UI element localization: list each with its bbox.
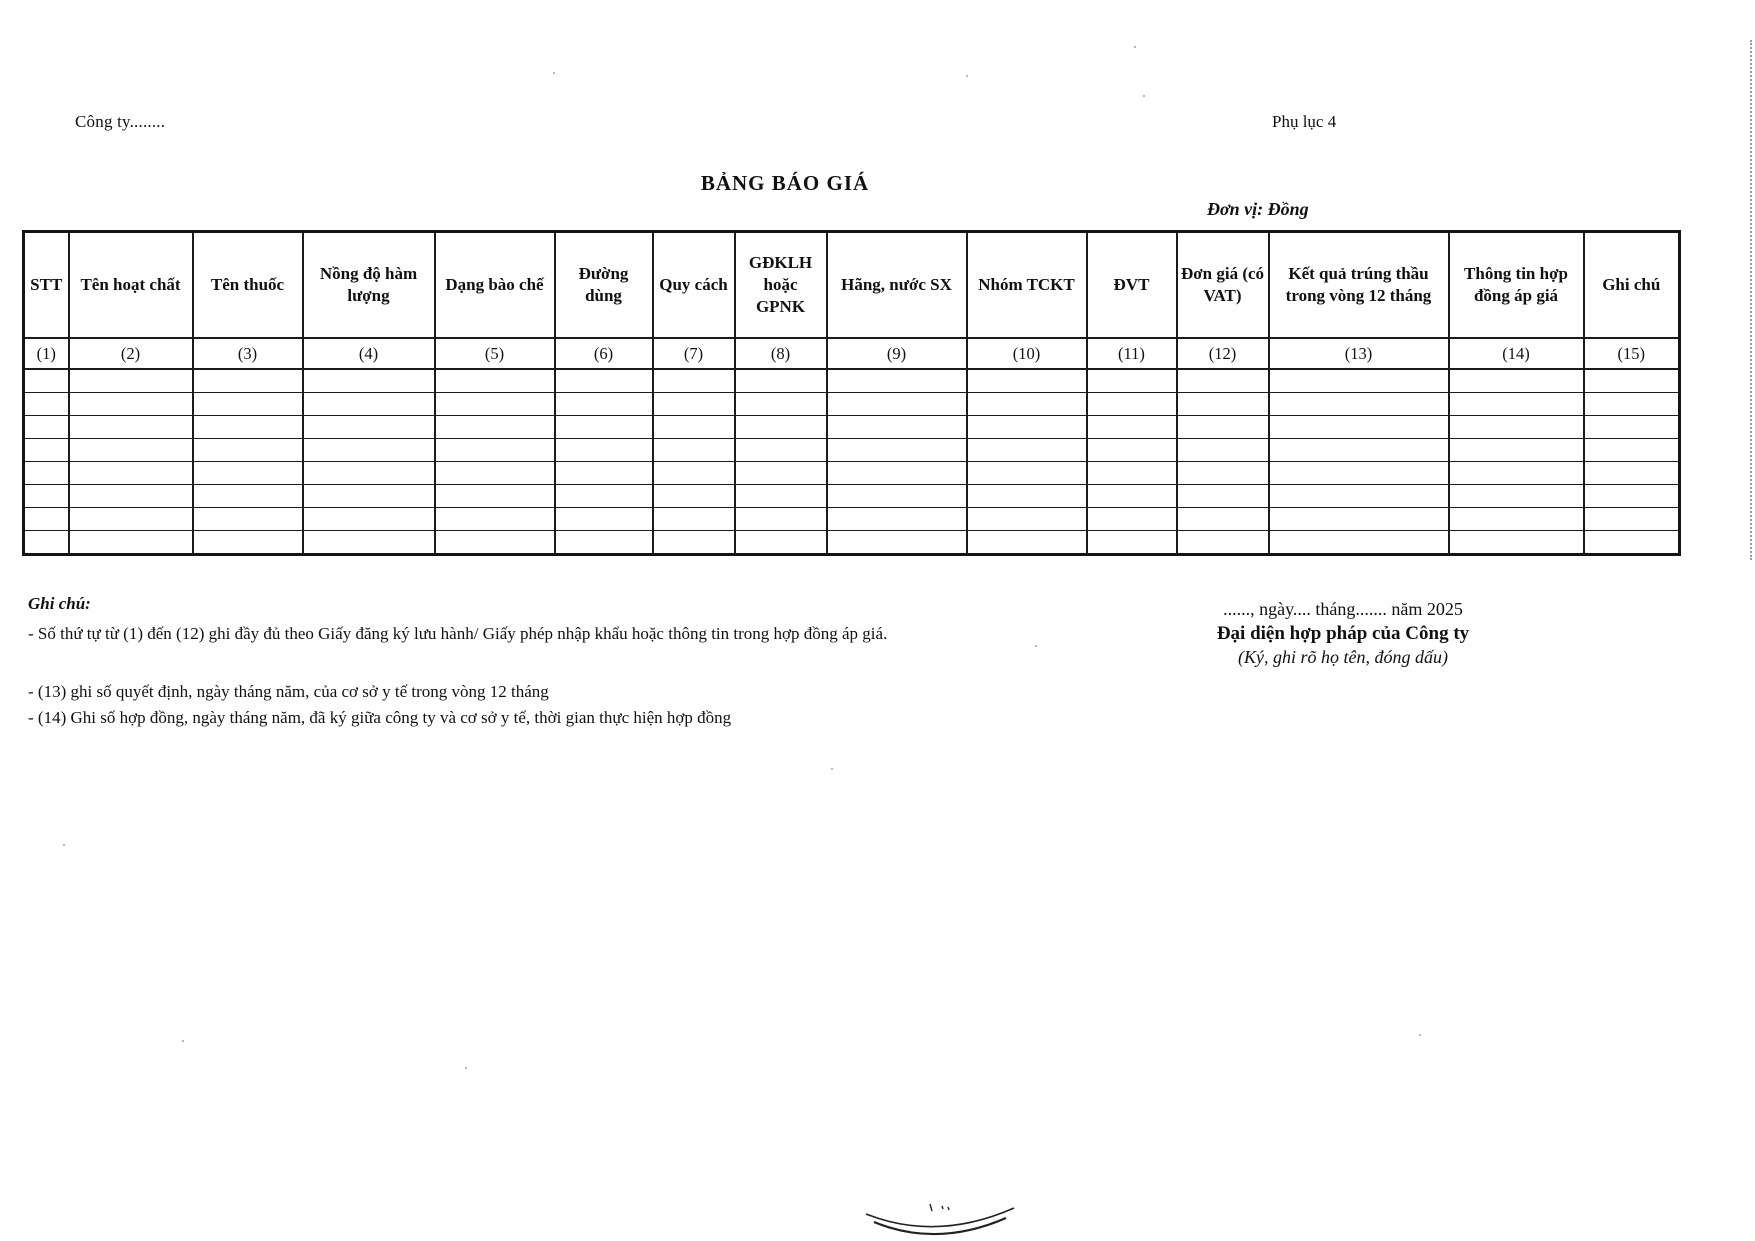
empty-cell [435, 393, 555, 416]
empty-cell [24, 508, 69, 531]
table-row [24, 508, 1680, 531]
column-header-13: Kết quả trúng thầu trong vòng 12 tháng [1269, 232, 1449, 339]
quotation-table [22, 230, 1681, 556]
table-header-row [24, 232, 1680, 339]
empty-cell [435, 416, 555, 439]
column-header-11: ĐVT [1087, 232, 1177, 339]
empty-cell [967, 508, 1087, 531]
empty-cell [1449, 485, 1584, 508]
scan-speck [966, 75, 968, 77]
empty-cell [193, 531, 303, 555]
empty-cell [435, 531, 555, 555]
empty-cell [435, 485, 555, 508]
notes-heading: Ghi chú: [28, 594, 91, 613]
empty-cell [1449, 369, 1584, 393]
empty-cell [1449, 416, 1584, 439]
empty-cell [69, 416, 193, 439]
empty-cell [435, 369, 555, 393]
empty-cell [1269, 416, 1449, 439]
column-number-cell: (7) [653, 338, 735, 369]
empty-cell [1584, 416, 1680, 439]
column-number-cell: (6) [555, 338, 653, 369]
empty-cell [1584, 508, 1680, 531]
signature-block [1178, 599, 1508, 668]
empty-cell [193, 439, 303, 462]
empty-cell [735, 439, 827, 462]
empty-cell [653, 439, 735, 462]
empty-cell [1449, 393, 1584, 416]
column-number-cell: (5) [435, 338, 555, 369]
empty-cell [1087, 416, 1177, 439]
empty-cell [1584, 439, 1680, 462]
column-header-8: GĐKLH hoặc GPNK [735, 232, 827, 339]
empty-cell [555, 416, 653, 439]
empty-cell [1177, 369, 1269, 393]
empty-cell [1087, 369, 1177, 393]
empty-cell [24, 416, 69, 439]
scan-speck [63, 844, 65, 846]
empty-cell [1269, 531, 1449, 555]
empty-cell [303, 439, 435, 462]
empty-cell [435, 462, 555, 485]
handwritten-scribble-mark [852, 1198, 1022, 1241]
empty-cell [1584, 369, 1680, 393]
empty-cell [1087, 508, 1177, 531]
empty-cell [827, 416, 967, 439]
empty-cell [1177, 485, 1269, 508]
empty-cell [555, 462, 653, 485]
empty-cell [735, 508, 827, 531]
empty-cell [1584, 462, 1680, 485]
empty-cell [967, 531, 1087, 555]
scan-speck [182, 1040, 184, 1042]
column-number-cell: (3) [193, 338, 303, 369]
column-header-9: Hãng, nước SX [827, 232, 967, 339]
empty-cell [653, 462, 735, 485]
empty-cell [69, 508, 193, 531]
empty-cell [69, 485, 193, 508]
empty-cell [1449, 531, 1584, 555]
empty-cell [555, 439, 653, 462]
empty-cell [555, 485, 653, 508]
empty-cell [827, 462, 967, 485]
empty-cell [1584, 393, 1680, 416]
empty-cell [1269, 393, 1449, 416]
empty-cell [827, 393, 967, 416]
column-number-cell: (2) [69, 338, 193, 369]
column-number-cell: (13) [1269, 338, 1449, 369]
empty-cell [653, 416, 735, 439]
empty-cell [1449, 508, 1584, 531]
empty-cell [1269, 508, 1449, 531]
note-line: - (13) ghi số quyết định, ngày tháng năm, của cơ sở y tế trong vòng 12 tháng [28, 682, 549, 701]
empty-cell [653, 531, 735, 555]
date-line: ......, ngày.... tháng....... năm 2025 [1223, 599, 1463, 619]
column-number-cell: (10) [967, 338, 1087, 369]
column-header-14: Thông tin hợp đồng áp giá [1449, 232, 1584, 339]
empty-cell [1087, 439, 1177, 462]
empty-cell [1177, 439, 1269, 462]
column-number-cell: (15) [1584, 338, 1680, 369]
column-header-5: Dạng bào chế [435, 232, 555, 339]
empty-cell [435, 508, 555, 531]
empty-cell [1584, 485, 1680, 508]
note-line: - Số thứ tự từ (1) đến (12) ghi đầy đủ theo Giấy đăng ký lưu hành/ Giấy phép nhập khẩu hoặc thông tin trong hợp đồng áp giá. [28, 624, 888, 643]
empty-cell [1449, 439, 1584, 462]
empty-cell [1449, 462, 1584, 485]
scan-edge-artifact [1750, 40, 1752, 560]
column-header-12: Đơn giá (có VAT) [1177, 232, 1269, 339]
empty-cell [303, 416, 435, 439]
column-header-2: Tên hoạt chất [69, 232, 193, 339]
column-number-cell: (9) [827, 338, 967, 369]
appendix-label: Phụ lục 4 [1272, 112, 1337, 131]
column-number-cell: (12) [1177, 338, 1269, 369]
empty-cell [303, 531, 435, 555]
empty-cell [24, 439, 69, 462]
empty-cell [24, 369, 69, 393]
empty-cell [193, 485, 303, 508]
page-title: BẢNG BÁO GIÁ [700, 171, 870, 195]
empty-cell [967, 416, 1087, 439]
scan-speck [553, 72, 555, 74]
empty-cell [827, 485, 967, 508]
empty-cell [555, 508, 653, 531]
column-number-cell: (14) [1449, 338, 1584, 369]
empty-cell [1269, 485, 1449, 508]
scan-speck [1143, 95, 1145, 97]
empty-cell [653, 508, 735, 531]
empty-cell [303, 508, 435, 531]
empty-cell [555, 531, 653, 555]
empty-cell [1269, 439, 1449, 462]
table-row [24, 416, 1680, 439]
scan-speck [1134, 46, 1136, 48]
empty-cell [69, 462, 193, 485]
empty-cell [193, 393, 303, 416]
table-body [24, 338, 1680, 555]
empty-cell [1269, 369, 1449, 393]
scan-speck [465, 1067, 467, 1069]
empty-cell [69, 439, 193, 462]
empty-cell [555, 393, 653, 416]
column-number-cell: (1) [24, 338, 69, 369]
empty-cell [1177, 531, 1269, 555]
empty-cell [827, 531, 967, 555]
column-number-cell: (4) [303, 338, 435, 369]
empty-cell [827, 508, 967, 531]
empty-cell [827, 439, 967, 462]
empty-cell [735, 416, 827, 439]
table-row [24, 485, 1680, 508]
column-header-1: STT [24, 232, 69, 339]
company-label: Công ty........ [75, 112, 166, 131]
table-row [24, 462, 1680, 485]
column-header-7: Quy cách [653, 232, 735, 339]
column-numbers-row [24, 338, 1680, 369]
column-header-3: Tên thuốc [193, 232, 303, 339]
empty-cell [1177, 462, 1269, 485]
empty-cell [69, 531, 193, 555]
note-line: - (14) Ghi số hợp đồng, ngày tháng năm, đã ký giữa công ty và cơ sở y tế, thời gian thực hiện hợp đồng [28, 708, 732, 727]
empty-cell [653, 393, 735, 416]
empty-cell [1177, 508, 1269, 531]
column-number-cell: (11) [1087, 338, 1177, 369]
table-row [24, 393, 1680, 416]
empty-cell [193, 462, 303, 485]
column-header-15: Ghi chú [1584, 232, 1680, 339]
empty-cell [303, 393, 435, 416]
column-header-10: Nhóm TCKT [967, 232, 1087, 339]
empty-cell [1177, 393, 1269, 416]
empty-cell [967, 369, 1087, 393]
empty-cell [653, 369, 735, 393]
scan-speck [831, 768, 833, 770]
empty-cell [1087, 531, 1177, 555]
empty-cell [653, 485, 735, 508]
empty-cell [967, 485, 1087, 508]
empty-cell [967, 439, 1087, 462]
empty-cell [1584, 531, 1680, 555]
empty-cell [1177, 416, 1269, 439]
column-number-cell: (8) [735, 338, 827, 369]
representative-title: Đại diện hợp pháp của Công ty [1216, 623, 1470, 644]
quotation-table-container [22, 230, 1674, 556]
empty-cell [193, 369, 303, 393]
empty-cell [24, 531, 69, 555]
empty-cell [303, 485, 435, 508]
scan-speck [1419, 1034, 1421, 1036]
empty-cell [1087, 485, 1177, 508]
empty-cell [735, 462, 827, 485]
empty-cell [69, 369, 193, 393]
empty-cell [827, 369, 967, 393]
empty-cell [24, 462, 69, 485]
empty-cell [555, 369, 653, 393]
empty-cell [735, 485, 827, 508]
currency-unit-label: Đơn vị: Đồng [1207, 199, 1309, 219]
empty-cell [967, 462, 1087, 485]
empty-cell [1269, 462, 1449, 485]
empty-cell [24, 393, 69, 416]
empty-cell [24, 485, 69, 508]
column-header-4: Nồng độ hàm lượng [303, 232, 435, 339]
empty-cell [735, 369, 827, 393]
empty-cell [303, 369, 435, 393]
empty-cell [193, 508, 303, 531]
empty-cell [193, 416, 303, 439]
empty-cell [1087, 393, 1177, 416]
table-row [24, 531, 1680, 555]
empty-cell [303, 462, 435, 485]
table-row [24, 439, 1680, 462]
empty-cell [967, 393, 1087, 416]
empty-cell [735, 393, 827, 416]
empty-cell [435, 439, 555, 462]
empty-cell [1087, 462, 1177, 485]
table-row [24, 369, 1680, 393]
signature-instruction: (Ký, ghi rõ họ tên, đóng dấu) [1238, 647, 1448, 667]
empty-cell [69, 393, 193, 416]
empty-cell [735, 531, 827, 555]
column-header-6: Đường dùng [555, 232, 653, 339]
scan-speck [1035, 645, 1037, 647]
